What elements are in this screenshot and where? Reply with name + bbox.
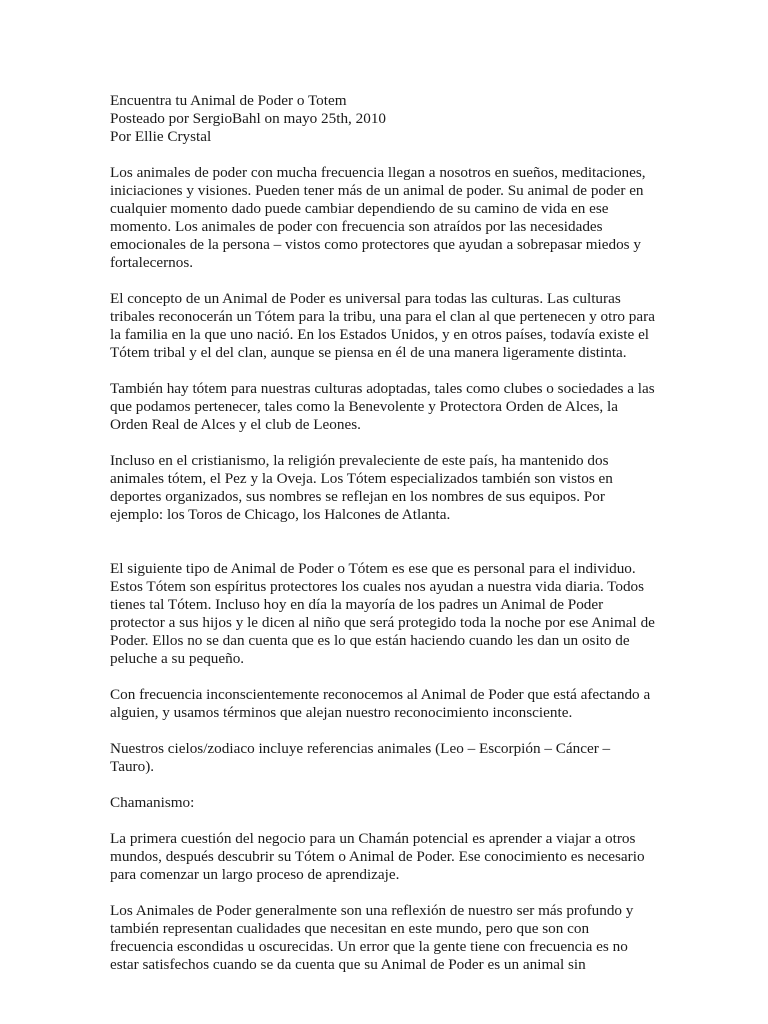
document-header: [110, 92, 655, 146]
paragraph-intro: Los animales de poder con mucha frecuencia llegan a nosotros en sueños, meditaciones, iniciaciones y visiones. Pueden tener más de un animal de poder. Su animal de poder en cualquier momento dado puede cambiar dependiendo de su camino de vida en ese momento. Los animales de poder con frecuencia son atraídos por las necesidades emocionales de la persona – vistos como protectores que ayudan a sobrepasar miedos y fortalecernos.: [110, 164, 646, 271]
post-byline: Posteado por SergioBahl on mayo 25th, 2010: [110, 110, 387, 127]
paragraph-adopted-cultures: También hay tótem para nuestras culturas adoptadas, tales como clubes o sociedades a las que podamos pertenecer, tales como la Benevolente y Protectora Orden de Alces, la Orden Real de Alces y el club de Leones.: [110, 380, 655, 433]
paragraph-zodiac: Nuestros cielos/zodiaco incluye referencias animales (Leo – Escorpión – Cáncer – Tauro).: [110, 740, 611, 775]
paragraph-universal-concept: El concepto de un Animal de Poder es universal para todas las culturas. Las culturas tribales reconocerán un Tótem para la tribu, una para el clan al que pertenecen y otro para la familia en la que uno nació. En los Estados Unidos, y en otros países, todavía existe el Tótem tribal y el del clan, aunque se piensa en él de una manera ligeramente distinta.: [110, 290, 655, 361]
section-heading-chamanismo: Chamanismo:: [110, 794, 195, 811]
paragraph-personal-totem: El siguiente tipo de Animal de Poder o Tótem es ese que es personal para el individuo. Estos Tótem son espíritus protectores los cuales nos ayudan a nuestra vida diaria. Todos tienes tal Tótem. Incluso hoy en día la mayoría de los padres un Animal de Poder protector a sus hijos y le dicen al niño que será protegido toda la noche por ese Animal de Poder. Ellos no se dan cuenta que es lo que están haciendo cuando les dan un osito de peluche a su pequeño.: [110, 560, 655, 667]
paragraph-christianity: Incluso en el cristianismo, la religión prevaleciente de este país, ha mantenido dos animales tótem, el Pez y la Oveja. Los Tótem especializados también son vistos en deportes organizados, sus nombres se reflejan en los nombres de sus equipos. Por ejemplo: los Toros de Chicago, los Halcones de Atlanta.: [110, 452, 613, 523]
paragraph-power-animals: Los Animales de Poder generalmente son una reflexión de nuestro ser más profundo y también representan cualidades que necesitan en este mundo, pero que son con frecuencia escondidas u oscurecidas. Un error que la gente tiene con frecuencia es no estar satisfechos cuando se da cuenta que su Animal de Poder es un animal sin: [110, 902, 634, 973]
author-line: Por Ellie Crystal: [110, 128, 212, 145]
document-page: [110, 92, 655, 992]
document-title: Encuentra tu Animal de Poder o Totem: [110, 92, 347, 109]
paragraph-unconscious: Con frecuencia inconscientemente reconocemos al Animal de Poder que está afectando a alguien, y usamos términos que alejan nuestro reconocimiento inconsciente.: [110, 686, 651, 721]
paragraph-shaman: La primera cuestión del negocio para un Chamán potencial es aprender a viajar a otros mundos, después descubrir su Tótem o Animal de Poder. Ese conocimiento es necesario para comenzar un largo proceso de aprendizaje.: [110, 830, 645, 883]
